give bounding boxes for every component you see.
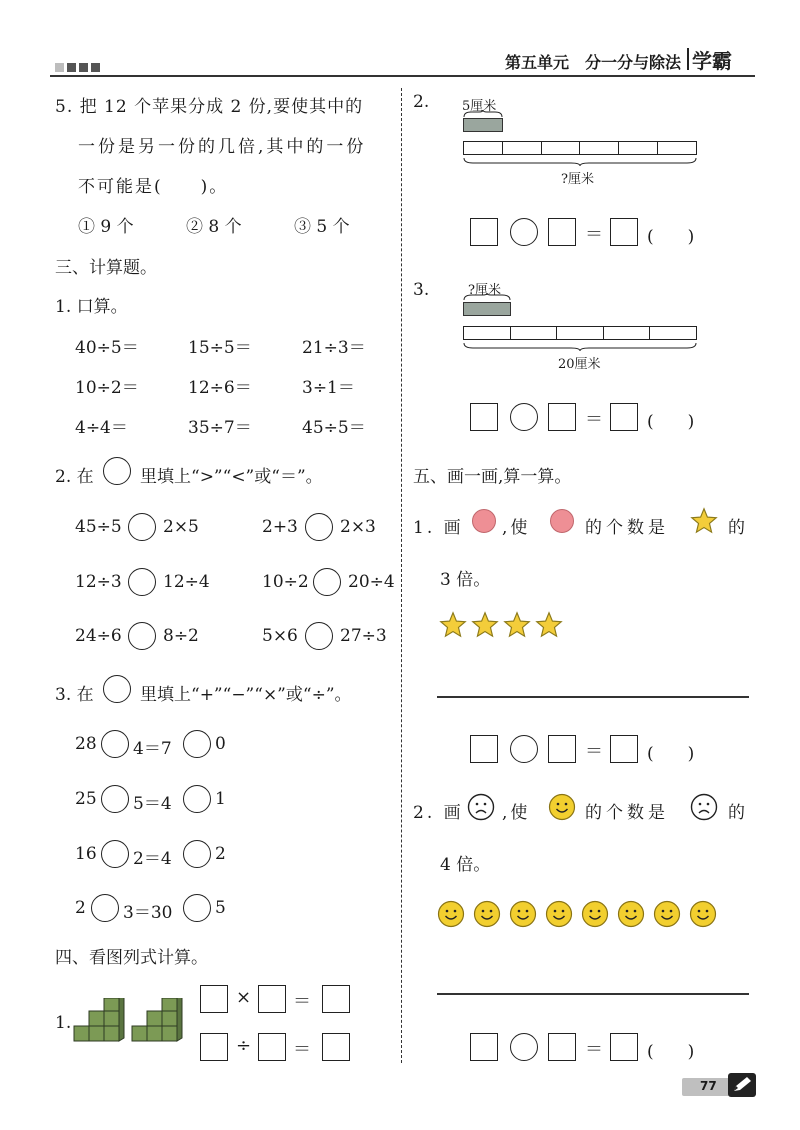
cube-stacks-image xyxy=(72,998,192,1050)
r-q2-top-label: 5厘米 xyxy=(462,99,497,114)
times-sign: × xyxy=(236,987,252,1008)
compare-left: 24÷6 xyxy=(75,626,122,646)
pink-circle-icon xyxy=(550,509,574,533)
header-brand-divider xyxy=(687,48,689,70)
brace-icon xyxy=(463,110,503,118)
answer-box[interactable] xyxy=(322,985,350,1013)
r-q3-unit-segment xyxy=(463,302,511,316)
answer-box[interactable] xyxy=(322,1033,350,1061)
oral-item: 40÷5＝ xyxy=(75,338,139,358)
ops-end: 5 xyxy=(215,898,226,918)
q5-option-1[interactable]: ① 9 个 xyxy=(78,217,134,237)
q5-line3: 不可能是( )。 xyxy=(78,177,229,197)
sad-face-icon xyxy=(690,793,718,821)
star-row xyxy=(438,611,564,643)
s5-p2-line2: 4 倍。 xyxy=(440,855,491,875)
compare-title-suffix: 里填上“>”“<”或“＝”。 xyxy=(140,467,323,487)
answer-box[interactable] xyxy=(610,1033,638,1061)
ops-mid: 3＝30 xyxy=(123,903,173,923)
answer-box[interactable] xyxy=(548,403,576,431)
smiley-row xyxy=(437,900,717,928)
s4-q1-label: 1. xyxy=(55,1013,72,1033)
r-q2-bottom-label: ?厘米 xyxy=(561,172,594,187)
s5-p2-c: 的个数是 xyxy=(585,803,669,823)
s5-p1-line2: 3 倍。 xyxy=(440,570,491,590)
circle-icon xyxy=(103,457,131,485)
smiley-face-icon xyxy=(509,900,537,928)
compare-title-prefix: 2. 在 xyxy=(55,467,94,487)
ops-num: 16 xyxy=(75,844,97,864)
compare-blank[interactable] xyxy=(305,513,333,541)
brace-icon xyxy=(463,342,697,352)
column-divider xyxy=(401,88,402,1063)
compare-right: 27÷3 xyxy=(340,626,387,646)
answer-box[interactable] xyxy=(548,218,576,246)
section3-title: 三、计算题。 xyxy=(55,258,157,278)
section4-title: 四、看图列式计算。 xyxy=(55,948,208,968)
smiley-face-icon xyxy=(653,900,681,928)
brace-icon xyxy=(463,293,511,301)
s5-p1-d: 的 xyxy=(728,518,745,538)
s5-p1-b: ,使 xyxy=(502,518,531,538)
ops-mid: 5＝4 xyxy=(133,794,172,814)
oral-item: 21÷3＝ xyxy=(302,338,366,358)
compare-right: 20÷4 xyxy=(348,572,395,592)
r-q3-long-bar xyxy=(463,326,697,340)
ops-blank[interactable] xyxy=(91,894,119,922)
answer-box[interactable] xyxy=(258,985,286,1013)
sad-face-icon xyxy=(467,793,495,821)
smiley-face-icon xyxy=(437,900,465,928)
s5-p1-a: 1. 画 xyxy=(413,518,464,538)
unit-paren[interactable]: ( ) xyxy=(647,1042,695,1062)
unit-paren[interactable]: ( ) xyxy=(647,227,695,247)
compare-left: 45÷5 xyxy=(75,517,122,537)
smiley-face-icon xyxy=(689,900,717,928)
answer-box[interactable] xyxy=(610,403,638,431)
oral-item: 15÷5＝ xyxy=(188,338,252,358)
smiley-face-icon xyxy=(545,900,573,928)
ops-num: 28 xyxy=(75,734,97,754)
ops-num: 2 xyxy=(75,898,86,918)
r-q2-unit-segment xyxy=(463,118,503,132)
compare-blank[interactable] xyxy=(305,622,333,650)
operator-blank[interactable] xyxy=(510,218,538,246)
smiley-face-icon xyxy=(581,900,609,928)
drawing-line[interactable] xyxy=(437,696,749,698)
ops-blank[interactable] xyxy=(101,840,129,868)
page-number: 77 xyxy=(700,1079,717,1093)
divide-sign: ÷ xyxy=(236,1035,252,1056)
equals-sign: ＝ xyxy=(293,991,311,1012)
header-unit: 第五单元 xyxy=(505,53,570,72)
unit-paren[interactable]: ( ) xyxy=(647,744,695,764)
answer-box[interactable] xyxy=(610,735,638,763)
star-icon xyxy=(438,611,468,639)
s5-p2-a: 2. 画 xyxy=(413,803,464,823)
star-icon xyxy=(470,611,500,639)
ops-end: 0 xyxy=(215,734,226,754)
oral-item: 10÷2＝ xyxy=(75,378,139,398)
s5-p1-c: 的个数是 xyxy=(585,518,669,538)
compare-left: 10÷2 xyxy=(262,572,309,592)
compare-right: 2×3 xyxy=(340,517,376,537)
q5-option-3[interactable]: ③ 5 个 xyxy=(294,217,350,237)
compare-left: 2+3 xyxy=(262,517,298,537)
equals-sign: ＝ xyxy=(585,409,603,430)
ops-end: 1 xyxy=(215,789,226,809)
ops-title-prefix: 3. 在 xyxy=(55,685,94,705)
answer-box[interactable] xyxy=(610,218,638,246)
r-q3-label: 3. xyxy=(413,280,430,300)
compare-right: 2×5 xyxy=(163,517,199,537)
pink-circle-icon xyxy=(472,509,496,533)
ops-mid: 4＝7 xyxy=(133,739,172,759)
circle-icon xyxy=(103,675,131,703)
section5-title: 五、画一画,算一算。 xyxy=(413,467,572,487)
brace-icon xyxy=(463,157,697,167)
star-icon xyxy=(534,611,564,639)
answer-box[interactable] xyxy=(548,735,576,763)
header-brand: 学霸 xyxy=(692,49,732,73)
s5-p2-b: ,使 xyxy=(502,803,531,823)
compare-left: 5×6 xyxy=(262,626,298,646)
answer-box[interactable] xyxy=(470,403,498,431)
ops-blank[interactable] xyxy=(183,894,211,922)
answer-box[interactable] xyxy=(200,1033,228,1061)
ops-blank[interactable] xyxy=(183,840,211,868)
page-number-badge xyxy=(682,1078,732,1096)
r-q3-bottom-label: 20厘米 xyxy=(558,357,601,372)
answer-box[interactable] xyxy=(470,218,498,246)
oral-item: 3÷1＝ xyxy=(302,378,355,398)
r-q3-top-label: ?厘米 xyxy=(468,283,501,298)
compare-blank[interactable] xyxy=(313,568,341,596)
s5-p2-d: 的 xyxy=(728,803,745,823)
equals-sign: ＝ xyxy=(293,1039,311,1060)
equals-sign: ＝ xyxy=(585,741,603,762)
compare-blank[interactable] xyxy=(128,568,156,596)
answer-box[interactable] xyxy=(258,1033,286,1061)
star-icon xyxy=(689,507,719,535)
header-decor-squares xyxy=(55,57,100,76)
oral-title: 1. 口算。 xyxy=(55,297,128,317)
r-q2-long-bar xyxy=(463,141,697,155)
smiley-face-icon xyxy=(473,900,501,928)
q5-line1: 5. 把 12 个苹果分成 2 份,要使其中的 xyxy=(55,97,364,117)
oral-item: 45÷5＝ xyxy=(302,418,366,438)
oral-item: 35÷7＝ xyxy=(188,418,252,438)
smiley-face-icon xyxy=(617,900,645,928)
header-rule xyxy=(50,75,755,77)
drawing-line[interactable] xyxy=(437,993,749,995)
compare-left: 12÷3 xyxy=(75,572,122,592)
header-title: 分一分与除法 xyxy=(585,53,682,72)
q5-option-2[interactable]: ② 8 个 xyxy=(186,217,242,237)
answer-box[interactable] xyxy=(200,985,228,1013)
answer-box[interactable] xyxy=(470,735,498,763)
equals-sign: ＝ xyxy=(585,1039,603,1060)
compare-right: 8÷2 xyxy=(163,626,199,646)
equals-sign: ＝ xyxy=(585,224,603,245)
answer-box[interactable] xyxy=(470,1033,498,1061)
compare-right: 12÷4 xyxy=(163,572,210,592)
answer-box[interactable] xyxy=(548,1033,576,1061)
oral-item: 4÷4＝ xyxy=(75,418,128,438)
ops-num: 25 xyxy=(75,789,97,809)
ops-blank[interactable] xyxy=(183,785,211,813)
star-icon xyxy=(502,611,532,639)
operator-blank[interactable] xyxy=(510,735,538,763)
ops-blank[interactable] xyxy=(183,730,211,758)
ops-blank[interactable] xyxy=(101,785,129,813)
operator-blank[interactable] xyxy=(510,1033,538,1061)
unit-paren[interactable]: ( ) xyxy=(647,412,695,432)
ops-title-suffix: 里填上“+”“−”“×”或“÷”。 xyxy=(140,685,352,705)
smiley-face-icon xyxy=(548,793,576,821)
pencil-icon xyxy=(728,1073,756,1097)
ops-mid: 2＝4 xyxy=(133,849,172,869)
ops-blank[interactable] xyxy=(101,730,129,758)
operator-blank[interactable] xyxy=(510,403,538,431)
q5-line2: 一份是另一份的几倍,其中的一份 xyxy=(78,137,367,157)
r-q2-label: 2. xyxy=(413,92,430,112)
oral-item: 12÷6＝ xyxy=(188,378,252,398)
ops-end: 2 xyxy=(215,844,226,864)
compare-blank[interactable] xyxy=(128,513,156,541)
compare-blank[interactable] xyxy=(128,622,156,650)
